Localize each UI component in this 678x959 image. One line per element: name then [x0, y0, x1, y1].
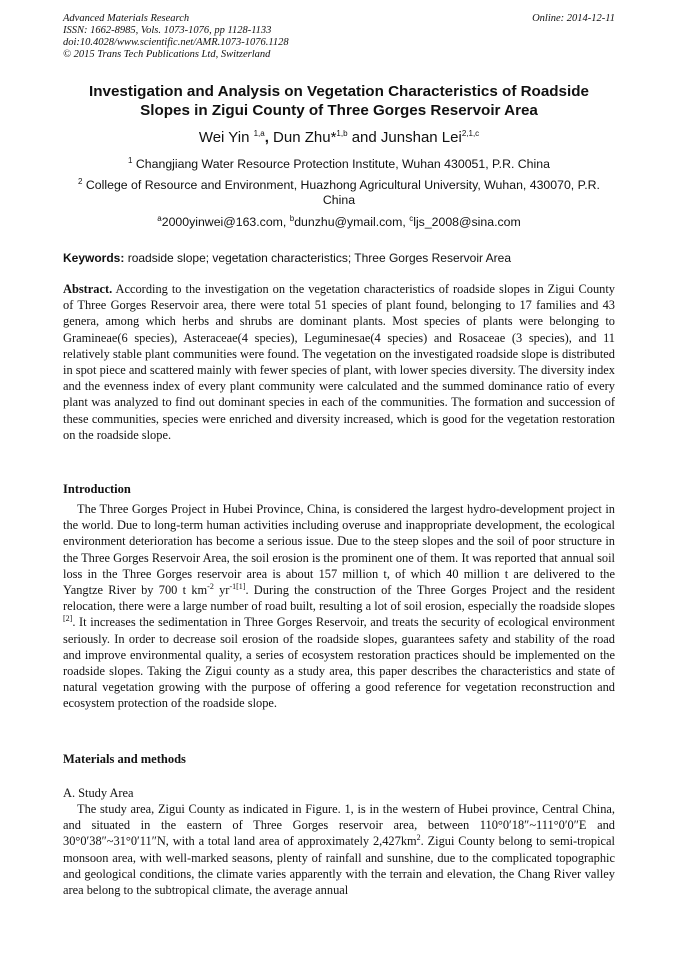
intro-text-3: . During the construction of the Three Gorges Project and the resident relocation, there were a large number of road built, resulting a lot of soil erosion, especially the roadside slopes — [63, 583, 616, 614]
keywords-label: Keywords: — [63, 251, 125, 265]
study-sup-1: 2 — [416, 833, 421, 843]
author-separator: , — [264, 129, 274, 146]
study-text-1: The study area, Zigui County as indicated in Figure. 1, is in the western of Hubei province, Central China, and situated in the eastern of Three Gorges reservoir area, between 110°0′18″~111°0′0″E and 30°0′38″~31°0′11″N, with a total land area of approximately 2,427km — [63, 802, 615, 849]
subsection-heading-study-area: A. Study Area — [63, 786, 134, 800]
author-2-affil: 1,b — [336, 129, 348, 138]
affiliation-2-text: College of Resource and Environment, Huazhong Agricultural University, Wuhan, 430070, P.R. China — [82, 178, 600, 207]
affiliation-1 — [63, 157, 615, 172]
email-a[interactable]: 2000yinwei@163.com, — [161, 215, 290, 229]
intro-citation-2: [2] — [63, 614, 73, 624]
abstract-text: According to the investigation on the vegetation characteristics of roadside slopes in Zigui County of Three Gorges Reservoir area, there were total 51 species of plant found, belonging to 17 families and 43 genera, among which herbs and shrubs are dominant plants. Most species of plants were belonging to Gramineae(6 species), Asteraceae(4 species), Leguminesae(4 species) and Rosaceae (3 species), and 11 relatively stable plant communities were found. The vegetation on the investigated roadside slope is distributed in spot piece and scattered mainly with fewer species of plant, with lower species diversity. The diversity index and the evenness index of every plant community were calculated and the summed dominance ratio of every plant was analyzed to find out dominant species in each of the communities. The formation and succession of these communities, species were enriched and diversity increased, which is good for the vegetation restoration on the roadside slope. — [63, 282, 615, 442]
author-3-affil: 2,1,c — [461, 129, 480, 138]
introduction-paragraph — [63, 501, 615, 712]
author-3: Junshan Lei — [380, 129, 462, 146]
author-1-affil: 1,a — [253, 129, 265, 138]
author-2: Dun Zhu* — [273, 129, 337, 146]
author-list — [63, 129, 615, 147]
intro-citation-1: -1[1] — [229, 581, 246, 591]
journal-header — [63, 13, 289, 61]
author-emails — [63, 215, 615, 230]
email-b-marker: b — [289, 213, 295, 223]
abstract — [63, 281, 615, 443]
email-b[interactable]: dunzhu@ymail.com, — [294, 215, 410, 229]
affiliation-1-number: 1 — [128, 155, 133, 165]
section-heading-methods: Materials and methods — [63, 752, 186, 766]
keywords — [63, 251, 615, 266]
study-text-2: . Zigui County belong to semi-tropical monsoon area, with well-marked seasons, plenty of rainfall and sunshine, due to the complicated topographic and geological conditions, the climate varies apparently with the terrain and elevation, the Chang River valley area belong to the subtropical climate, the average annual — [63, 834, 615, 898]
email-c-marker: c — [409, 213, 414, 223]
author-1: Wei Yin — [198, 129, 254, 146]
keywords-text: roadside slope; vegetation characteristics; Three Gorges Reservoir Area — [124, 251, 511, 265]
email-a-marker: a — [157, 213, 162, 223]
online-date: Online: 2014-12-11 — [532, 13, 615, 24]
affiliation-2-number: 2 — [78, 176, 83, 186]
affiliation-2 — [63, 178, 615, 208]
email-c[interactable]: ljs_2008@sina.com — [413, 215, 521, 229]
intro-text-1: The Three Gorges Project in Hubei Province, China, is considered the largest hydro-development project in the world. Due to long-term human activities including overuse and inappropriate development, the ecological environment deterioration has become a serious issue. Due to the steep slopes and the soil of poor structure in the Three Gorges Reservoir Area, the soil erosion is the prominent one of them. It was reported that annual soil loss in the Three Gorges reservoir area is about 157 million t, of which 40 million t are delivered to the Yangtze River by 700 t km — [63, 502, 615, 598]
paper-title: Investigation and Analysis on Vegetation Characteristics of Roadside Slopes in Zigui County of Three Gorges Reservoir Area — [89, 83, 589, 119]
abstract-label: Abstract. — [63, 282, 113, 296]
affiliation-1-text: Changjiang Water Resource Protection Institute, Wuhan 430051, P.R. China — [132, 157, 550, 171]
issn-line: ISSN: 1662-8985, Vols. 1073-1076, pp 1128-1133 — [63, 25, 272, 36]
intro-sup-1: -2 — [207, 581, 214, 591]
section-heading-introduction: Introduction — [63, 482, 131, 496]
intro-text-4: . It increases the sedimentation in Three Gorges Reservoir, and treats the security of ecological environment seriously. In order to decrease soil erosion of the roadside slopes, guarantees safety and stability of the road and improve environmental quality, a series of ecosystem restoration practices should be implemented on the roadside slopes. Taking the Zigui county as a study area, this paper describes the characteristics and state of natural vegetation growing with the purpose of offering a good reference for vegetation reconstruction and ecosystem protection of the roadside slope. — [63, 615, 615, 711]
journal-name: Advanced Materials Research — [63, 13, 190, 24]
copyright-line: © 2015 Trans Tech Publications Ltd, Switzerland — [63, 49, 271, 60]
doi-line: doi:10.4028/www.scientific.net/AMR.1073-1076.1128 — [63, 37, 289, 48]
author-separator: and — [347, 129, 381, 146]
study-area-paragraph — [63, 801, 615, 898]
intro-text-2: yr — [213, 583, 230, 598]
